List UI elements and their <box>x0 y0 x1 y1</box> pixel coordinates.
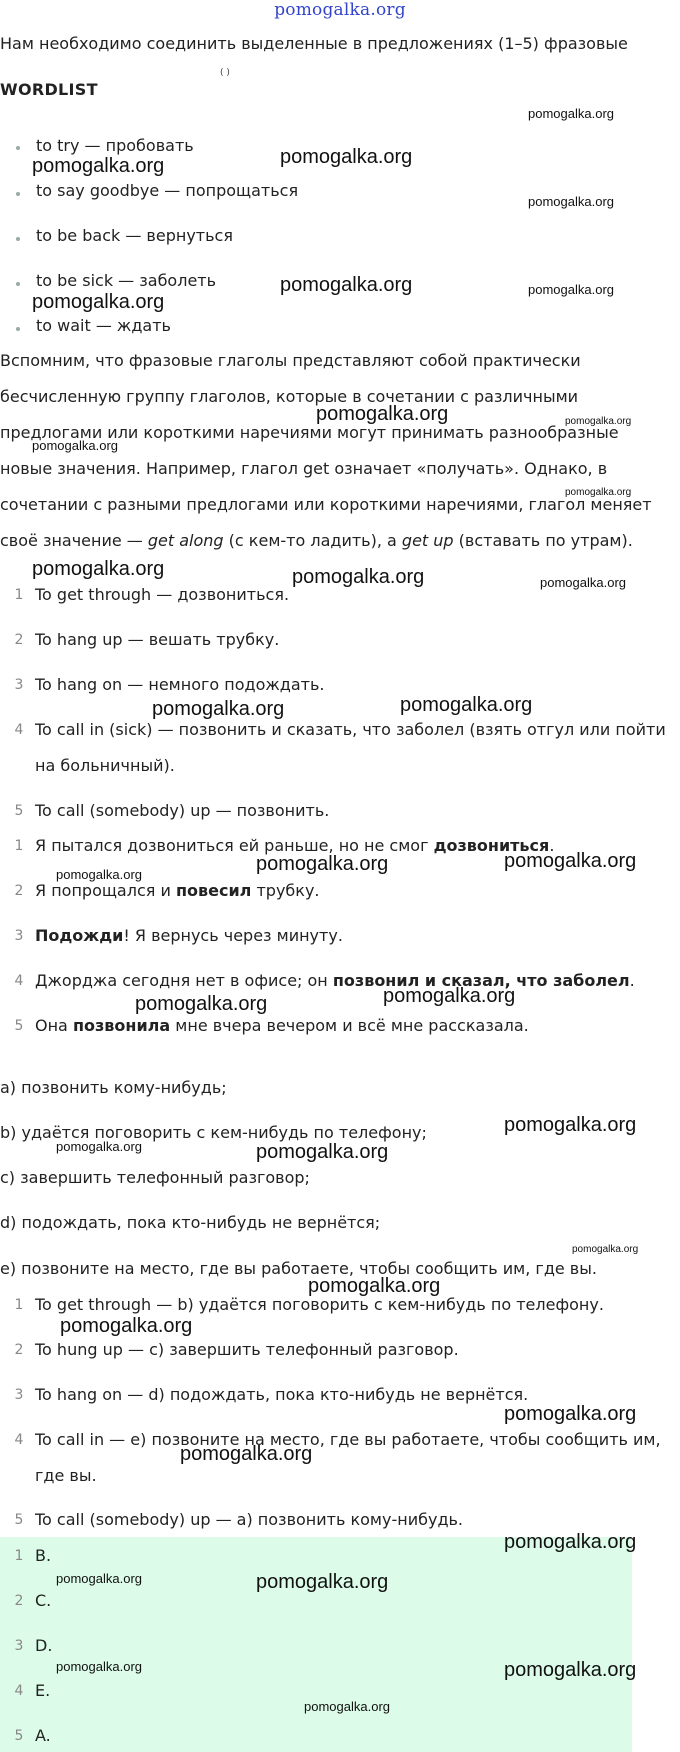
match-item: To get through — b) удаётся поговорить с кем-нибудь по телефону. <box>35 1295 604 1314</box>
wordlist-item: to be sick — заболеть <box>36 271 217 290</box>
list-number: 4 <box>14 973 24 989</box>
list-number: 2 <box>14 1342 24 1358</box>
list-number: 3 <box>14 1387 24 1403</box>
sentence-text: ! Я вернусь через минуту. <box>123 926 343 945</box>
list-number: 4 <box>14 722 24 738</box>
highlighted-phrase: Подожди <box>35 926 124 945</box>
answer-item: D. <box>35 1636 53 1655</box>
list-number: 1 <box>14 1548 24 1564</box>
sentence-text: трубку. <box>251 881 320 900</box>
list-number: 3 <box>14 928 24 944</box>
sentence-text: Я попрощался и <box>35 881 176 900</box>
site-header-logo[interactable]: pomogalka.org <box>274 0 406 20</box>
paragraph-line: Вспомним, что фразовые глаголы представляют собой практически <box>0 351 581 370</box>
definition-item: To hang up — вешать трубку. <box>35 630 280 649</box>
emphasis-get-along: get along <box>147 531 224 550</box>
wordlist-item: to wait — ждать <box>36 316 171 335</box>
sentence-item <box>35 881 320 900</box>
list-number: 3 <box>14 677 24 693</box>
watermark: pomogalka.org <box>528 194 614 209</box>
option-e: e) позвоните на место, где вы работаете, чтобы сообщить им, где вы. <box>0 1259 597 1278</box>
answer-box <box>0 1537 632 1752</box>
watermark: pomogalka.org <box>504 1114 637 1136</box>
definition-item: To call in (sick) — позвонить и сказать, что заболел (взять отгул или пойти <box>35 720 666 739</box>
bullet-icon <box>16 192 20 196</box>
paragraph-line: сочетании с разными предлогами или короткими наречиями, глагол меняет <box>0 495 652 514</box>
watermark: pomogalka.org <box>316 403 449 425</box>
list-number: 5 <box>14 1728 24 1744</box>
paragraph-line <box>0 531 633 550</box>
watermark: pomogalka.org <box>280 146 413 168</box>
answer-item: C. <box>35 1591 52 1610</box>
watermark: pomogalka.org <box>504 1659 637 1681</box>
highlighted-phrase: повесил <box>175 881 252 900</box>
list-number: 1 <box>14 587 24 603</box>
watermark: pomogalka.org <box>180 1443 313 1465</box>
watermark: pomogalka.org <box>565 416 632 427</box>
watermark: pomogalka.org <box>280 274 413 296</box>
list-number: 1 <box>14 1297 24 1313</box>
sentence-text: Я пытался дозвониться ей раньше, но не смог <box>35 836 434 855</box>
match-item: To call (somebody) up — a) позвонить кому-нибудь. <box>35 1510 464 1529</box>
watermark: pomogalka.org <box>292 566 425 588</box>
watermark: pomogalka.org <box>528 282 614 297</box>
list-number: 4 <box>14 1432 24 1448</box>
paragraph-text: (вставать по утрам). <box>453 531 633 550</box>
watermark: pomogalka.org <box>56 1139 142 1154</box>
watermark: pomogalka.org <box>540 575 626 590</box>
definition-item: To hang on — немного подождать. <box>35 675 325 694</box>
match-item: To call in — e) позвоните на место, где вы работаете, чтобы сообщить им, <box>35 1430 661 1449</box>
watermark: pomogalka.org <box>32 558 165 580</box>
bullet-icon <box>16 237 20 241</box>
watermark: pomogalka.org <box>32 155 165 177</box>
match-item: To hung up — c) завершить телефонный разговор. <box>35 1340 459 1359</box>
watermark: pomogalka.org <box>256 1571 389 1593</box>
option-d: d) подождать, пока кто-нибудь не вернётся; <box>0 1213 381 1232</box>
option-c: c) завершить телефонный разговор; <box>0 1168 310 1187</box>
watermark: pomogalka.org <box>32 291 165 313</box>
wordlist-heading: WORDLIST <box>0 80 98 99</box>
wordlist-item: to be back — вернуться <box>36 226 233 245</box>
list-number: 1 <box>14 838 24 854</box>
watermark: pomogalka.org <box>152 698 285 720</box>
watermark: pomogalka.org <box>504 850 637 872</box>
paragraph-line: бесчисленную группу глаголов, которые в сочетании с различными <box>0 387 579 406</box>
watermark: pomogalka.org <box>56 1571 142 1586</box>
highlighted-phrase: позвонила <box>72 1016 171 1035</box>
watermark: pomogalka.org <box>400 694 533 716</box>
sentence-text: мне вчера вечером и всё мне рассказала. <box>170 1016 529 1035</box>
watermark: pomogalka.org <box>56 1659 142 1674</box>
match-item-continued: где вы. <box>35 1466 97 1485</box>
sentence-item <box>35 1016 529 1035</box>
sentence-text: Она <box>35 1016 73 1035</box>
answer-item: E. <box>35 1681 51 1700</box>
bullet-icon <box>16 327 20 331</box>
watermark: pomogalka.org <box>308 1275 441 1297</box>
option-b: b) удаётся поговорить с кем-нибудь по телефону; <box>0 1123 427 1142</box>
cutoff-fragment: ( ) <box>220 68 230 78</box>
watermark: pomogalka.org <box>572 1244 639 1255</box>
highlighted-phrase: дозвониться <box>433 836 550 855</box>
paragraph-line: новые значения. Например, глагол get означает «получать». Однако, в <box>0 459 608 478</box>
answer-item: A. <box>35 1726 51 1745</box>
wordlist-item: to try — пробовать <box>36 136 194 155</box>
watermark: pomogalka.org <box>256 1141 389 1163</box>
sentence-text: Джорджа сегодня нет в офисе; он <box>35 971 333 990</box>
definition-item: To call (somebody) up — позвонить. <box>35 801 330 820</box>
list-number: 4 <box>14 1683 24 1699</box>
bullet-icon <box>16 146 20 150</box>
answer-item: B. <box>35 1546 52 1565</box>
definition-item: To get through — дозвониться. <box>35 585 290 604</box>
intro-text: Нам необходимо соединить выделенные в предложениях (1–5) фразовые <box>0 34 628 53</box>
watermark: pomogalka.org <box>504 1531 637 1553</box>
watermark: pomogalka.org <box>565 487 632 498</box>
watermark: pomogalka.org <box>256 853 389 875</box>
watermark: pomogalka.org <box>504 1403 637 1425</box>
highlighted-phrase: позвонил и сказал, что заболел <box>332 971 630 990</box>
paragraph-text: (с кем-то ладить), а <box>223 531 402 550</box>
list-number: 5 <box>14 1018 24 1034</box>
definition-item-continued: на больничный). <box>35 756 175 775</box>
list-number: 3 <box>14 1638 24 1654</box>
sentence-text: . <box>629 971 635 990</box>
watermark: pomogalka.org <box>528 106 614 121</box>
watermark: pomogalka.org <box>383 985 516 1007</box>
sentence-item <box>35 971 635 990</box>
bullet-icon <box>16 282 20 286</box>
watermark: pomogalka.org <box>304 1699 390 1714</box>
watermark: pomogalka.org <box>56 867 142 882</box>
watermark: pomogalka.org <box>135 993 268 1015</box>
list-number: 5 <box>14 803 24 819</box>
paragraph-line: предлогами или короткими наречиями могут принимать разнообразные <box>0 423 619 442</box>
paragraph-text: своё значение — <box>0 531 148 550</box>
sentence-item <box>35 926 343 945</box>
list-number: 5 <box>14 1512 24 1528</box>
option-a: a) позвонить кому-нибудь; <box>0 1078 227 1097</box>
watermark: pomogalka.org <box>60 1315 193 1337</box>
match-item: To hang on — d) подождать, пока кто-нибудь не вернётся. <box>35 1385 529 1404</box>
list-number: 2 <box>14 632 24 648</box>
wordlist-item: to say goodbye — попрощаться <box>36 181 299 200</box>
watermark: pomogalka.org <box>32 438 118 453</box>
sentence-text: . <box>549 836 555 855</box>
emphasis-get-up: get up <box>401 531 454 550</box>
list-number: 2 <box>14 1593 24 1609</box>
list-number: 2 <box>14 883 24 899</box>
